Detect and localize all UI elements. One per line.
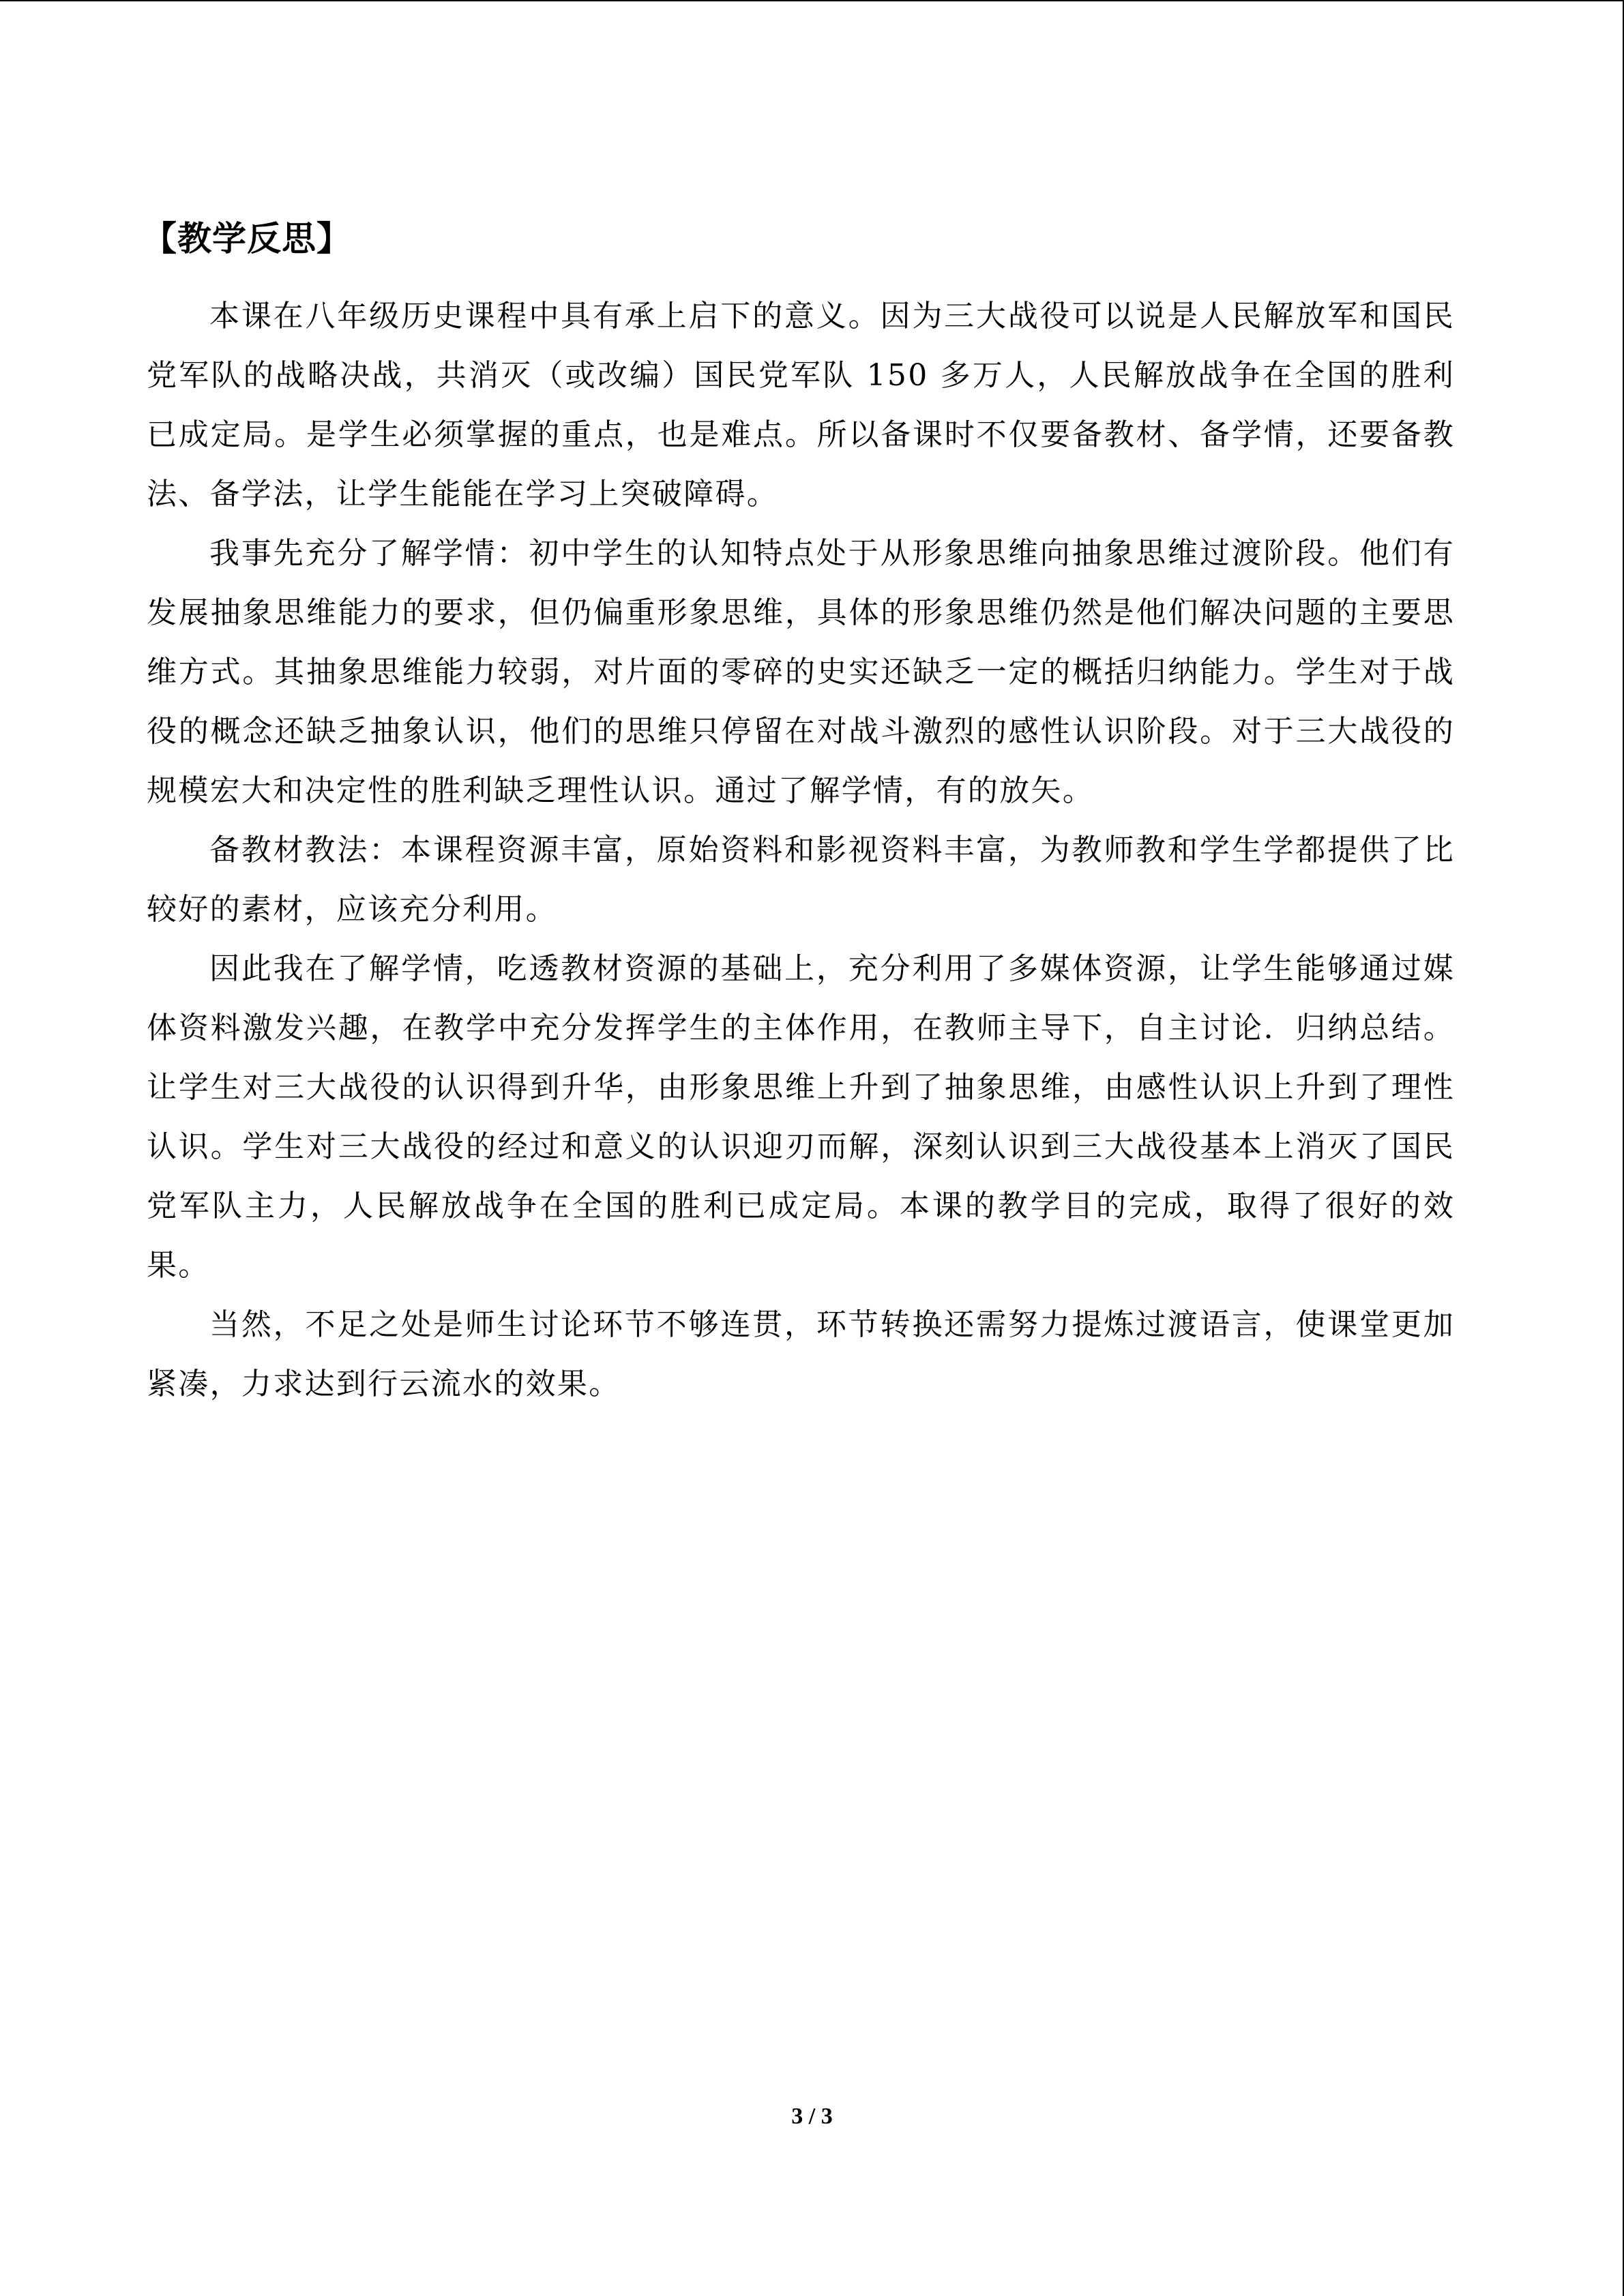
document-body <box>143 205 1455 1414</box>
page-number: 3 / 3 <box>791 2104 833 2129</box>
paragraph-4: 因此我在了解学情，吃透教材资源的基础上，充分利用了多媒体资源，让学生能够通过媒体资料激发兴趣，在教学中充分发挥学生的主体作用，在教师主导下，自主讨论．归纳总结。让学生对三大战役的认识得到升华，由形象思维上升到了抽象思维，由感性认识上升到了理性认识。学生对三大战役的经过和意义的认识迎刃而解，深刻认识到三大战役基本上消灭了国民党军队主力，人民解放战争在全国的胜利已成定局。本课的教学目的完成，取得了很好的效果。 <box>147 951 1455 1283</box>
paragraph-1: 本课在八年级历史课程中具有承上启下的意义。因为三大战役可以说是人民解放军和国民党军队的战略决战，共消灭（或改编）国民党军队 150 多万人，人民解放战争在全国的胜利已成定局。是学生必须掌握的重点，也是难点。所以备课时不仅要备教材、备学情，还要备教法、备学法，让学生能能在学习上突破障碍。 <box>147 299 1455 511</box>
paragraph-2: 我事先充分了解学情：初中学生的认知特点处于从形象思维向抽象思维过渡阶段。他们有发展抽象思维能力的要求，但仍偏重形象思维，具体的形象思维仍然是他们解决问题的主要思维方式。其抽象思维能力较弱，对片面的零碎的史实还缺乏一定的概括归纳能力。学生对于战役的概念还缺乏抽象认识，他们的思维只停留在对战斗激烈的感性认识阶段。对于三大战役的规模宏大和决定性的胜利缺乏理性认识。通过了解学情，有的放矢。 <box>147 536 1455 808</box>
section-title: 【教学反思】 <box>143 219 351 258</box>
paragraph-3: 备教材教法：本课程资源丰富，原始资料和影视资料丰富，为教师教和学生学都提供了比较好的素材，应该充分利用。 <box>147 833 1455 927</box>
paragraph-5: 当然，不足之处是师生讨论环节不够连贯，环节转换还需努力提炼过渡语言，使课堂更加紧凑，力求达到行云流水的效果。 <box>147 1307 1455 1401</box>
